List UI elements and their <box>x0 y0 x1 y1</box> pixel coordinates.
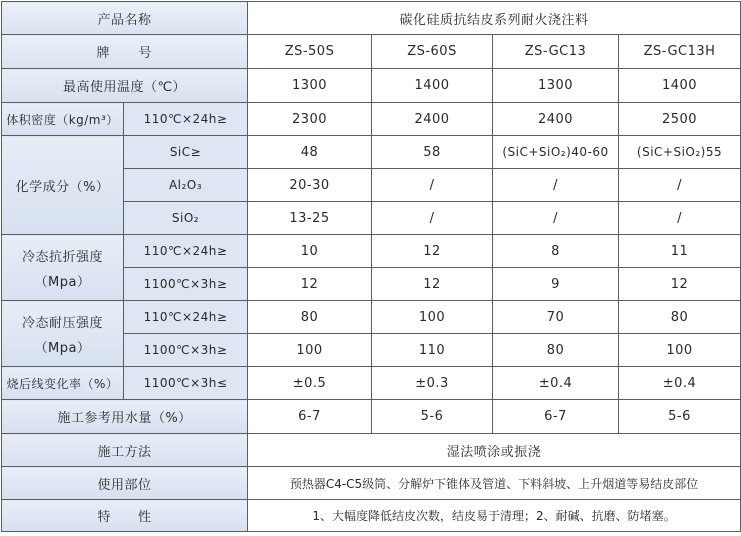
value-cell: 1300 <box>493 69 619 103</box>
chem-component: Al₂O₃ <box>124 169 248 202</box>
value-cell: 100 <box>248 334 372 367</box>
value-cell: 100 <box>372 301 493 334</box>
value-cell: 6-7 <box>493 400 619 434</box>
value-cell: 20-30 <box>248 169 372 202</box>
compressive-label <box>2 301 124 367</box>
value-cell: 1400 <box>619 69 741 103</box>
value-cell: / <box>372 202 493 235</box>
compressive-label-line2: （Mpa） <box>34 340 91 356</box>
value-cell: ±0.3 <box>372 367 493 400</box>
flexural-label <box>2 235 124 301</box>
value-cell: / <box>619 202 741 235</box>
chem-row-sic <box>2 136 741 169</box>
spec-table <box>1 1 741 532</box>
value-cell: 70 <box>493 301 619 334</box>
brand-row <box>2 35 741 69</box>
test-condition: 110℃×24h≥ <box>124 301 248 334</box>
value-cell: ±0.4 <box>619 367 741 400</box>
value-cell: 11 <box>619 235 741 268</box>
grade-cell: ZS-50S <box>248 35 372 69</box>
features-label: 特 性 <box>2 500 248 532</box>
compressive-row-110 <box>2 301 741 334</box>
density-row <box>2 103 741 136</box>
refractory-spec-sheet <box>0 1 741 536</box>
flexural-label-line1: 冷态抗折强度 <box>21 249 103 265</box>
value-cell: 13-25 <box>248 202 372 235</box>
grade-cell: ZS-GC13H <box>619 35 741 69</box>
usage-label: 使用部位 <box>2 467 248 500</box>
value-cell: 12 <box>248 268 372 301</box>
value-cell: 2400 <box>493 103 619 136</box>
chem-component: SiC≥ <box>124 136 248 169</box>
grade-cell: ZS-60S <box>372 35 493 69</box>
test-condition: 1100℃×3h≥ <box>124 268 248 301</box>
flexural-row-110 <box>2 235 741 268</box>
linear-change-row <box>2 367 741 400</box>
method-label: 施工方法 <box>2 434 248 467</box>
water-label: 施工参考用水量（%） <box>2 400 248 434</box>
usage-row <box>2 467 741 500</box>
grade-cell: ZS-GC13 <box>493 35 619 69</box>
value-cell: 80 <box>493 334 619 367</box>
value-cell: 10 <box>248 235 372 268</box>
flexural-label-line2: （Mpa） <box>34 274 91 290</box>
value-cell: / <box>493 202 619 235</box>
value-cell: 2500 <box>619 103 741 136</box>
features-row <box>2 500 741 532</box>
water-row <box>2 400 741 434</box>
value-cell: 5-6 <box>372 400 493 434</box>
value-cell: 2400 <box>372 103 493 136</box>
value-cell: 48 <box>248 136 372 169</box>
value-cell: 100 <box>619 334 741 367</box>
value-cell: 5-6 <box>619 400 741 434</box>
test-condition: 1100℃×3h≥ <box>124 334 248 367</box>
max-temp-label: 最高使用温度（℃） <box>2 69 248 103</box>
header-row <box>2 2 741 35</box>
value-cell: 80 <box>248 301 372 334</box>
density-label: 体积密度（kg/m³） <box>2 103 124 136</box>
test-condition: 1100℃×3h≤ <box>124 367 248 400</box>
value-cell: 9 <box>493 268 619 301</box>
max-temp-row <box>2 69 741 103</box>
linear-change-label: 烧后线变化率（%） <box>2 367 124 400</box>
chem-component: SiO₂ <box>124 202 248 235</box>
value-cell: 6-7 <box>248 400 372 434</box>
value-cell: 110 <box>372 334 493 367</box>
value-cell: ±0.4 <box>493 367 619 400</box>
value-cell: / <box>493 169 619 202</box>
value-cell: 12 <box>619 268 741 301</box>
value-cell: (SiC+SiO₂)55 <box>619 136 741 169</box>
brand-label: 牌 号 <box>2 35 248 69</box>
method-value: 湿法喷涂或振浇 <box>248 434 741 467</box>
value-cell: 2300 <box>248 103 372 136</box>
product-name-label: 产品名称 <box>2 2 248 35</box>
value-cell: / <box>619 169 741 202</box>
method-row <box>2 434 741 467</box>
value-cell: 12 <box>372 235 493 268</box>
features-value: 1、大幅度降低结皮次数，结皮易于清理；2、耐碱、抗磨、防堵塞。 <box>248 500 741 532</box>
value-cell: 80 <box>619 301 741 334</box>
value-cell: ±0.5 <box>248 367 372 400</box>
value-cell: 58 <box>372 136 493 169</box>
density-condition: 110℃×24h≥ <box>124 103 248 136</box>
chemistry-label: 化学成分（%） <box>2 136 124 235</box>
value-cell: (SiC+SiO₂)40-60 <box>493 136 619 169</box>
value-cell: 12 <box>372 268 493 301</box>
series-name: 碳化硅质抗结皮系列耐火浇注料 <box>248 2 741 35</box>
test-condition: 110℃×24h≥ <box>124 235 248 268</box>
value-cell: 1300 <box>248 69 372 103</box>
compressive-label-line1: 冷态耐压强度 <box>21 315 103 331</box>
value-cell: / <box>372 169 493 202</box>
value-cell: 1400 <box>372 69 493 103</box>
usage-value: 预热器C4-C5级筒、分解炉下锥体及管道、下料斜坡、上升烟道等易结皮部位 <box>248 467 741 500</box>
value-cell: 8 <box>493 235 619 268</box>
